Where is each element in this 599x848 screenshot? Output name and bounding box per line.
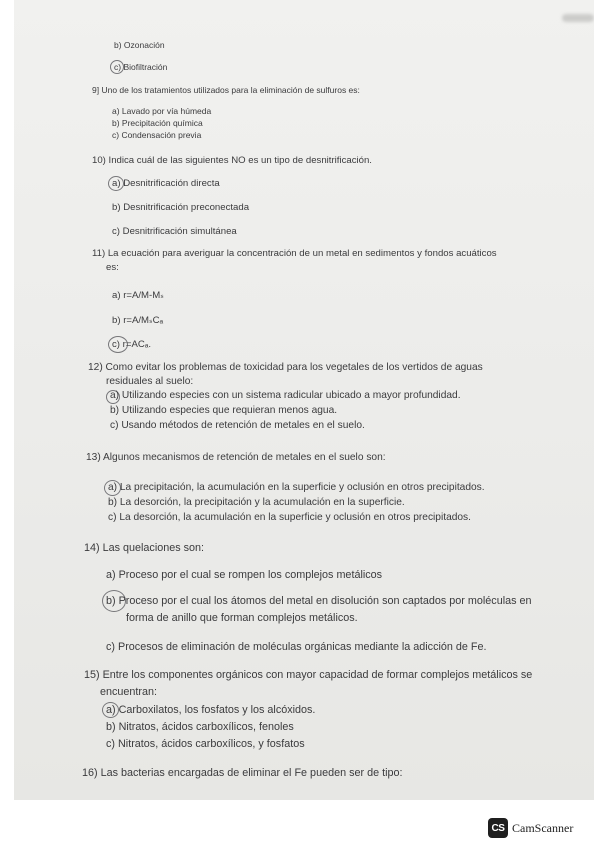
q13-option-a: a) La precipitación, la acumulación en la superficie y oclusión en otros precipitados. [108, 482, 485, 493]
q9-option-b: b) Precipitación química [112, 118, 203, 128]
q10-question: 10) Indica cuál de las siguientes NO es un tipo de desnitrificación. [92, 155, 372, 166]
q13-option-b: b) La desorción, la precipitación y la acumulación en la superficie. [108, 497, 405, 508]
q15-option-c: c) Nitratos, ácidos carboxílicos, y fosfatos [106, 738, 305, 750]
q15-question-line1: 15) Entre los componentes orgánicos con mayor capacidad de formar complejos metálicos se [84, 669, 533, 681]
q12-option-a: a) Utilizando especies con un sistema radicular ubicado a mayor profundidad. [110, 390, 461, 401]
q15-question-line2: encuentran: [100, 686, 158, 698]
camscanner-watermark [488, 817, 573, 839]
q9-option-c: c) Condensación previa [112, 130, 202, 140]
q10-option-a: a) Desnitrificación directa [112, 178, 220, 189]
q8-option-c: c) Biofiltración [114, 62, 168, 72]
q14-option-c: c) Procesos de eliminación de moléculas orgánicas mediante la adicción de Fe. [106, 641, 487, 653]
q11-question-line2: es: [106, 262, 119, 273]
q11-option-c: c) r=ACₐ. [112, 339, 152, 350]
q14-option-a: a) Proceso por el cual se rompen los complejos metálicos [106, 569, 383, 581]
q10-option-c: c) Desnitrificación simultánea [112, 226, 237, 237]
q16-question: 16) Las bacterias encargadas de eliminar el Fe pueden ser de tipo: [82, 767, 403, 779]
camscanner-logo-icon: CS [488, 818, 508, 838]
q9-question: 9] Uno de los tratamientos utilizados para la eliminación de sulfuros es: [92, 85, 360, 95]
q14-option-b-line2: forma de anillo que forman complejos metálicos. [126, 612, 358, 624]
q11-question-line1: 11) La ecuación para averiguar la concentración de un metal en sedimentos y fondos acuáticos [92, 248, 497, 259]
q12-option-b: b) Utilizando especies que requieran menos agua. [110, 405, 338, 416]
q11-option-b: b) r=A/MₛCₐ [112, 315, 164, 326]
q12-option-c: c) Usando métodos de retención de metales en el suelo. [110, 420, 365, 431]
q11-option-a: a) r=A/M-Mₛ [112, 290, 164, 301]
camscanner-brand-text: CamScanner [512, 820, 574, 835]
q12-question-line2: residuales al suelo: [106, 376, 194, 387]
q15-option-a: a) Carboxilatos, los fosfatos y los alcóxidos. [106, 704, 316, 716]
q8-option-b: b) Ozonación [114, 40, 165, 50]
q14-question: 14) Las quelaciones son: [84, 542, 205, 554]
q12-question-line1: 12) Como evitar los problemas de toxicidad para los vegetales de los vertidos de aguas [88, 362, 483, 373]
q13-question: 13) Algunos mecanismos de retención de metales en el suelo son: [86, 452, 386, 463]
scanned-page [14, 0, 594, 800]
q14-option-b-line1: b) Proceso por el cual los átomos del metal en disolución son captados por moléculas en [106, 595, 532, 607]
q13-option-c: c) La desorción, la acumulación en la superficie y oclusión en otros precipitados. [108, 512, 471, 523]
q9-option-a: a) Lavado por vía húmeda [112, 106, 212, 116]
q15-option-b: b) Nitratos, ácidos carboxílicos, fenoles [106, 721, 294, 733]
scan-smudge [562, 14, 594, 22]
q10-option-b: b) Desnitrificación preconectada [112, 202, 250, 213]
